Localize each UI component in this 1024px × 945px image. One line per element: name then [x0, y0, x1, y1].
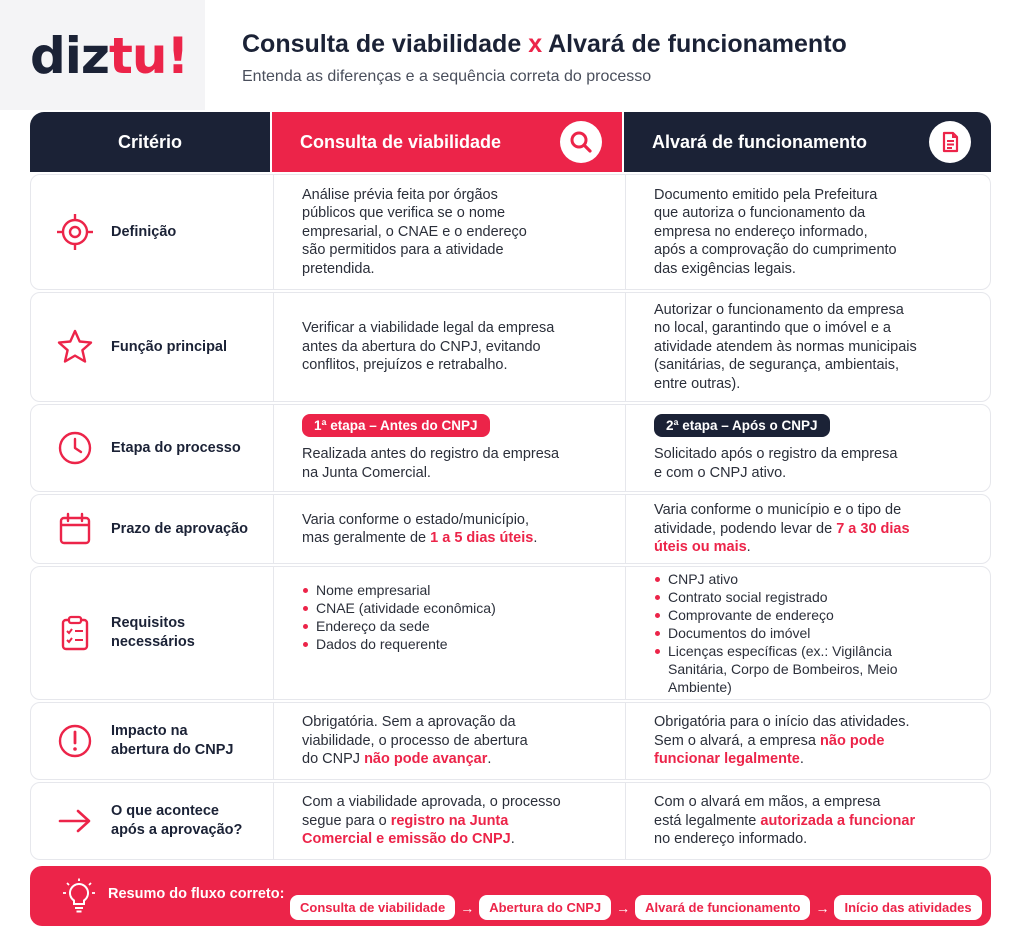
document-icon — [929, 121, 971, 163]
viabilidade-cell — [273, 703, 625, 779]
alvara-cell — [625, 405, 992, 491]
logo-area — [0, 0, 205, 110]
highlight-text: não pode — [820, 732, 885, 749]
highlight-text: úteis ou mais — [654, 539, 747, 556]
viabilidade-cell — [273, 783, 625, 859]
highlight-text: registro na Junta — [390, 812, 509, 829]
cell-text: Autorizar o funcionamento da empresa no local, garantindo que o imóvel e a atividade atendem às normas municipais (sanitárias, de segurança, ambientais, entre outras). — [654, 301, 917, 392]
flow-arrow: → — [616, 899, 631, 916]
cell-text: Documento emitido pela Prefeitura que autoriza o funcionamento da empresa no endereço informado, após a comprovação do cumprimento das exigências legais. — [654, 186, 897, 277]
viabilidade-cell — [273, 495, 625, 563]
cell-text: Solicitado após o registro da empresa e com o CNPJ ativo. — [654, 446, 898, 481]
cell-text: Com o alvará em mãos, a empresa está legalmente autorizada a funcionar no endereço informado. — [654, 794, 916, 848]
flow-arrow: → — [815, 899, 830, 916]
highlight-text: 1 a 5 dias úteis — [430, 530, 534, 546]
requirements-list — [302, 581, 605, 653]
flow-arrow: → — [460, 899, 475, 916]
viabilidade-cell — [273, 293, 625, 401]
alvara-cell — [625, 495, 992, 563]
cell-text: Com a viabilidade aprovada, o processo segue para o registro na Junta Comercial e emissão do CNPJ. — [302, 794, 561, 848]
criteria-label: Impacto na abertura do CNPJ — [111, 723, 234, 758]
column-header-viabilidade: Consulta de viabilidade — [272, 112, 622, 172]
flow-step: Abertura do CNPJ — [479, 895, 611, 920]
requirements-list — [654, 570, 976, 696]
alvara-cell — [625, 783, 992, 859]
cell-text: Varia conforme o município e o tipo de atividade, podendo levar de 7 a 30 dias úteis ou mais. — [654, 502, 910, 556]
flow-step: Início das atividades — [834, 895, 981, 920]
search-icon — [560, 121, 602, 163]
list-item: Contrato social registrado — [654, 588, 976, 606]
stage-badge: 1ª etapa – Antes do CNPJ — [302, 414, 490, 437]
highlight-text: autorizada a funcionar — [760, 812, 916, 829]
list-item: Nome empresarial — [302, 581, 605, 599]
flow-steps — [290, 895, 982, 920]
list-item: Comprovante de endereço — [654, 606, 976, 624]
row-impacto — [30, 702, 991, 780]
arrow-right-icon — [55, 801, 95, 841]
row-prazo-aprovacao — [30, 494, 991, 564]
list-item: Endereço da sede — [302, 617, 605, 635]
flow-step: Alvará de funcionamento — [635, 895, 810, 920]
list-item: Documentos do imóvel — [654, 624, 976, 642]
highlight-text: 7 a 30 dias — [836, 520, 910, 537]
list-item: CNPJ ativo — [654, 570, 976, 588]
alvara-cell — [625, 567, 992, 699]
list-item: Dados do requerente — [302, 635, 605, 653]
cell-text: Obrigatória. Sem a aprovação da viabilidade, o processo de abertura do CNPJ não pode avançar. — [302, 714, 528, 768]
target-icon — [55, 212, 95, 252]
column-header-alvara: Alvará de funcionamento — [624, 112, 991, 172]
alert-icon — [55, 721, 95, 761]
viabilidade-cell — [273, 567, 625, 699]
criteria-label: O que acontece após a aprovação? — [111, 803, 243, 838]
cell-text: Verificar a viabilidade legal da empresa antes da abertura do CNPJ, evitando conflitos, prejuízos e retrabalho. — [302, 320, 555, 374]
row-funcao-principal — [30, 292, 991, 402]
calendar-icon — [55, 509, 95, 549]
summary-bar — [30, 866, 991, 926]
star-icon — [55, 327, 95, 367]
cell-text: Realizada antes do registro da empresa na Junta Comercial. — [302, 446, 560, 481]
cell-text: Varia conforme o estado/município, mas geralmente de 1 a 5 dias úteis. — [302, 511, 538, 546]
highlight-text: não pode avançar — [364, 751, 488, 768]
list-item: CNAE (atividade econômica) — [302, 599, 605, 617]
row-apos-aprovacao — [30, 782, 991, 860]
alvara-cell — [625, 175, 992, 289]
row-requisitos — [30, 566, 991, 700]
row-definicao — [30, 174, 991, 290]
criteria-label: Função principal — [111, 338, 228, 355]
lightbulb-icon — [62, 878, 96, 914]
page-subtitle: Entenda as diferenças e a sequência correta do processo — [242, 68, 652, 85]
flow-step: Consulta de viabilidade — [290, 895, 455, 920]
logo: diztu! — [30, 27, 189, 85]
highlight-text: Comercial e emissão do CNPJ — [302, 831, 511, 848]
alvara-cell — [625, 293, 992, 401]
summary-label: Resumo do fluxo correto: — [108, 886, 285, 902]
page-title: Consulta de viabilidade x Alvará de funcionamento — [242, 30, 847, 58]
criteria-label: Requisitos necessários — [111, 615, 195, 650]
viabilidade-cell — [273, 405, 625, 491]
cell-text: Análise prévia feita por órgãos públicos que verifica se o nome empresarial, o CNAE e o endereço são permitidos para a atividade pretendida. — [302, 186, 527, 277]
stage-badge: 2ª etapa – Após o CNPJ — [654, 414, 830, 437]
criteria-label: Prazo de aprovação — [111, 520, 248, 537]
alvara-cell — [625, 703, 992, 779]
clipboard-icon — [55, 613, 95, 653]
criteria-label: Etapa do processo — [111, 439, 241, 456]
column-header-criteria: Critério — [30, 112, 270, 172]
list-item: Licenças específicas (ex.: Vigilância Sanitária, Corpo de Bombeiros, Meio Ambiente) — [654, 642, 976, 696]
criteria-label: Definição — [111, 223, 177, 240]
row-etapa-processo — [30, 404, 991, 492]
viabilidade-cell — [273, 175, 625, 289]
highlight-text: funcionar legalmente — [654, 751, 800, 768]
cell-text: Obrigatória para o início das atividades. Sem o alvará, a empresa não pode funcionar legalmente. — [654, 714, 910, 768]
clock-icon — [55, 428, 95, 468]
